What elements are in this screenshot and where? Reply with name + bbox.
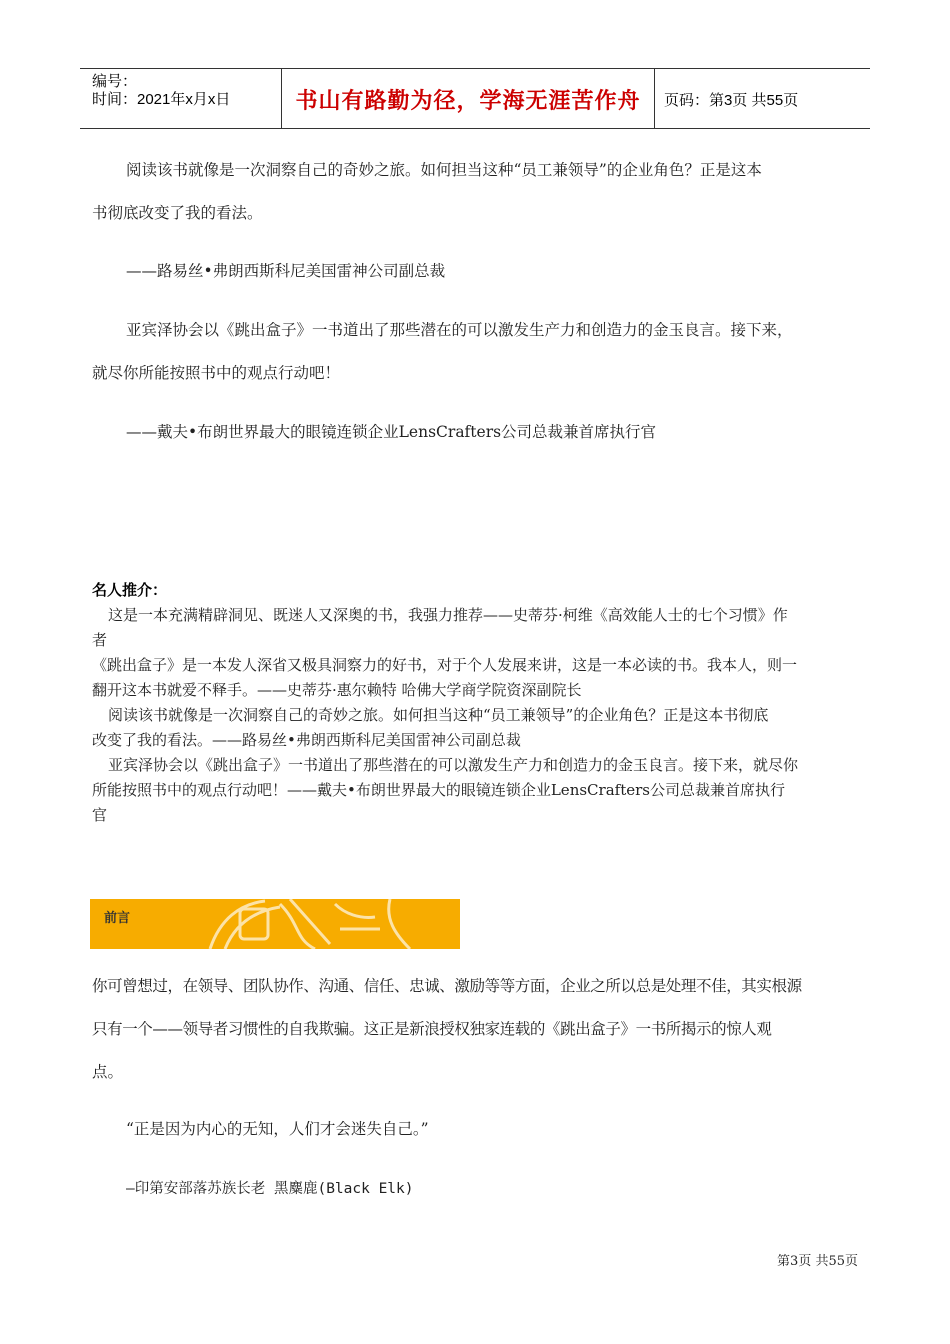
recommend-line: 阅读该书就像是一次洞察自己的奇妙之旅。如何担当这种“员工兼领导”的企业角色？正是这本书彻底 [108, 706, 769, 724]
header-time-label: 时间：2021年x月x日 [92, 91, 231, 108]
preface-banner [90, 899, 460, 949]
recommend-title: 名人推介： [92, 582, 168, 599]
recommend-line: 亚宾泽协会以《跳出盒子》一书道出了那些潜在的可以激发生产力和创造力的金玉良言。接下来，就尽你 [108, 756, 799, 774]
recommend-line: 这是一本充满精辟洞见、既迷人又深奥的书，我强力推荐——史蒂芬·柯维《高效能人士的七个习惯》作 [108, 606, 788, 624]
paragraph-1-attribution: ——路易丝•弗朗西斯科尼美国雷神公司副总裁 [126, 262, 446, 280]
preface-line-3: 点。 [92, 1063, 124, 1081]
recommend-line: 官 [92, 806, 108, 824]
banner-decoration [90, 899, 460, 949]
header-top-rule [80, 68, 870, 69]
header-divider-right [654, 68, 655, 129]
preface-quote: “正是因为内心的无知，人们才会迷失自己。” [126, 1120, 429, 1138]
recommend-line: 《跳出盒子》是一本发人深省又极具洞察力的好书，对于个人发展来讲，这是一本必读的书。我本人，则一 [92, 656, 798, 674]
header-page-label: 页码：第3页 共55页 [664, 92, 799, 109]
preface-banner-label: 前言 [104, 910, 131, 925]
paragraph-2-line-2: 就尽你所能按照书中的观点行动吧！ [92, 364, 341, 382]
recommend-line: 改变了我的看法。——路易丝•弗朗西斯科尼美国雷神公司副总裁 [92, 731, 521, 749]
preface-line-2: 只有一个——领导者习惯性的自我欺骗。这正是新浪授权独家连载的《跳出盒子》一书所揭示的惊人观 [92, 1020, 772, 1038]
header-motto: 书山有路勤为径，学海无涯苦作舟 [295, 88, 641, 113]
footer-page-number: 第3页 共55页 [777, 1254, 858, 1269]
recommend-line: 所能按照书中的观点行动吧！——戴夫•布朗世界最大的眼镜连锁企业LensCrafters公司总裁兼首席执行 [92, 781, 785, 799]
recommend-line: 翻开这本书就爱不释手。——史蒂芬·惠尔赖特 哈佛大学商学院资深副院长 [92, 681, 582, 699]
paragraph-2-attribution: ——戴夫•布朗世界最大的眼镜连锁企业LensCrafters公司总裁兼首席执行官 [126, 423, 657, 441]
paragraph-2-line-1: 亚宾泽协会以《跳出盒子》一书道出了那些潜在的可以激发生产力和创造力的金玉良言。接下来， [126, 321, 793, 339]
header-number-label: 编号： [92, 73, 138, 90]
recommend-line: 者 [92, 631, 108, 649]
preface-line-1: 你可曾想过，在领导、团队协作、沟通、信任、忠诚、激励等等方面，企业之所以总是处理不佳，其实根源 [92, 977, 802, 995]
paragraph-1-line-1: 阅读该书就像是一次洞察自己的奇妙之旅。如何担当这种“员工兼领导”的企业角色？正是这本 [126, 161, 762, 179]
header-bottom-rule [80, 128, 870, 129]
preface-quote-attribution: —印第安部落苏族长老 黑麋鹿(Black Elk) [126, 1181, 414, 1197]
paragraph-1-line-2: 书彻底改变了我的看法。 [92, 204, 263, 222]
